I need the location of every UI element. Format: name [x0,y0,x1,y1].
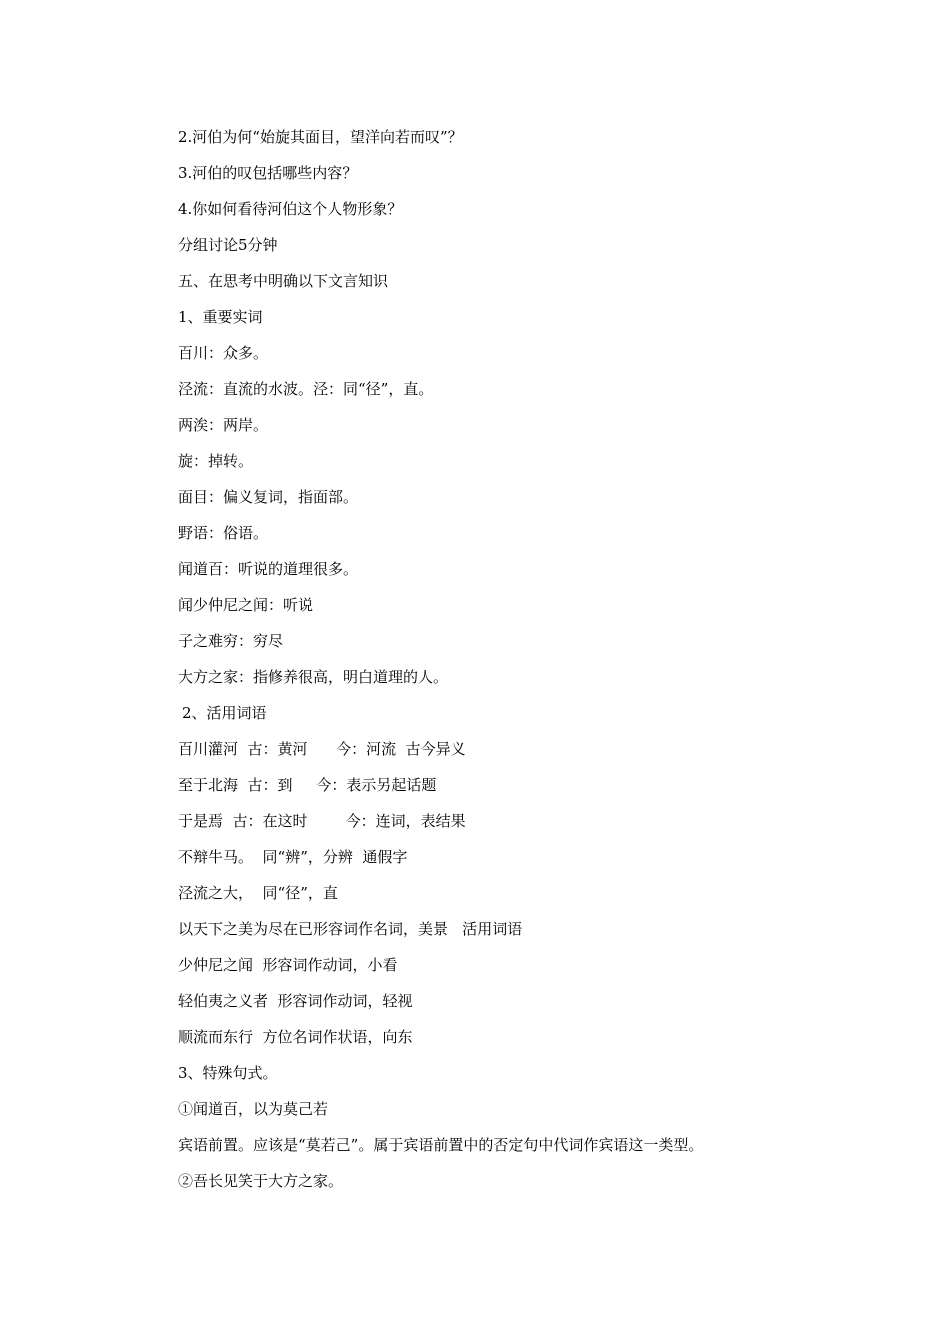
usage-item: 百川灌河 古：黄河 今：河流 古今异义 [178,740,466,758]
vocab-item: 闻少仲尼之闻：听说 [178,596,314,614]
question-4: 4.你如何看待河伯这个人物形象？ [178,200,403,218]
usage-item: 不辩牛马。 同“辨”，分辨 通假字 [178,848,408,866]
usage-item: 轻伯夷之义者 形容词作动词，轻视 [178,992,413,1010]
document-body [178,125,878,1205]
group-discussion-note: 分组讨论5分钟 [178,236,278,254]
vocab-item: 旋：掉转。 [178,452,254,470]
sentence-example-2: ②吾长见笑于大方之家。 [178,1172,344,1190]
vocab-item: 野语：俗语。 [178,524,269,542]
subheading-flexible-usage: 2、活用词语 [182,704,267,722]
sentence-explanation-1: 宾语前置。应该是“莫若己”。属于宾语前置中的否定句中代词作宾语这一类型。 [178,1136,704,1154]
vocab-item: 大方之家：指修养很高，明白道理的人。 [178,668,449,686]
subheading-special-sentences: 3、特殊句式。 [178,1064,278,1082]
vocab-item: 两涘：两岸。 [178,416,269,434]
usage-item: 顺流而东行 方位名词作状语，向东 [178,1028,413,1046]
section-5-heading: 五、在思考中明确以下文言知识 [178,272,389,290]
usage-item: 至于北海 古：到 今：表示另起话题 [178,776,437,794]
vocab-item: 百川：众多。 [178,344,269,362]
question-3: 3.河伯的叹包括哪些内容？ [178,164,358,182]
vocab-item: 泾流：直流的水波。泾：同“径”，直。 [178,380,434,398]
sentence-example-1: ①闻道百，以为莫己若 [178,1100,329,1118]
vocab-item: 闻道百：听说的道理很多。 [178,560,359,578]
vocab-item: 面目：偏义复词，指面部。 [178,488,359,506]
subheading-content-words: 1、重要实词 [178,308,263,326]
usage-item: 少仲尼之闻 形容词作动词，小看 [178,956,398,974]
usage-item: 泾流之大， 同“径”，直 [178,884,338,902]
usage-item: 以天下之美为尽在已形容词作名词，美景 活用词语 [178,920,523,938]
vocab-item: 子之难穷：穷尽 [178,632,284,650]
question-2: 2.河伯为何“始旋其面目，望洋向若而叹”？ [178,128,463,146]
usage-item: 于是焉 古：在这时 今：连词，表结果 [178,812,466,830]
